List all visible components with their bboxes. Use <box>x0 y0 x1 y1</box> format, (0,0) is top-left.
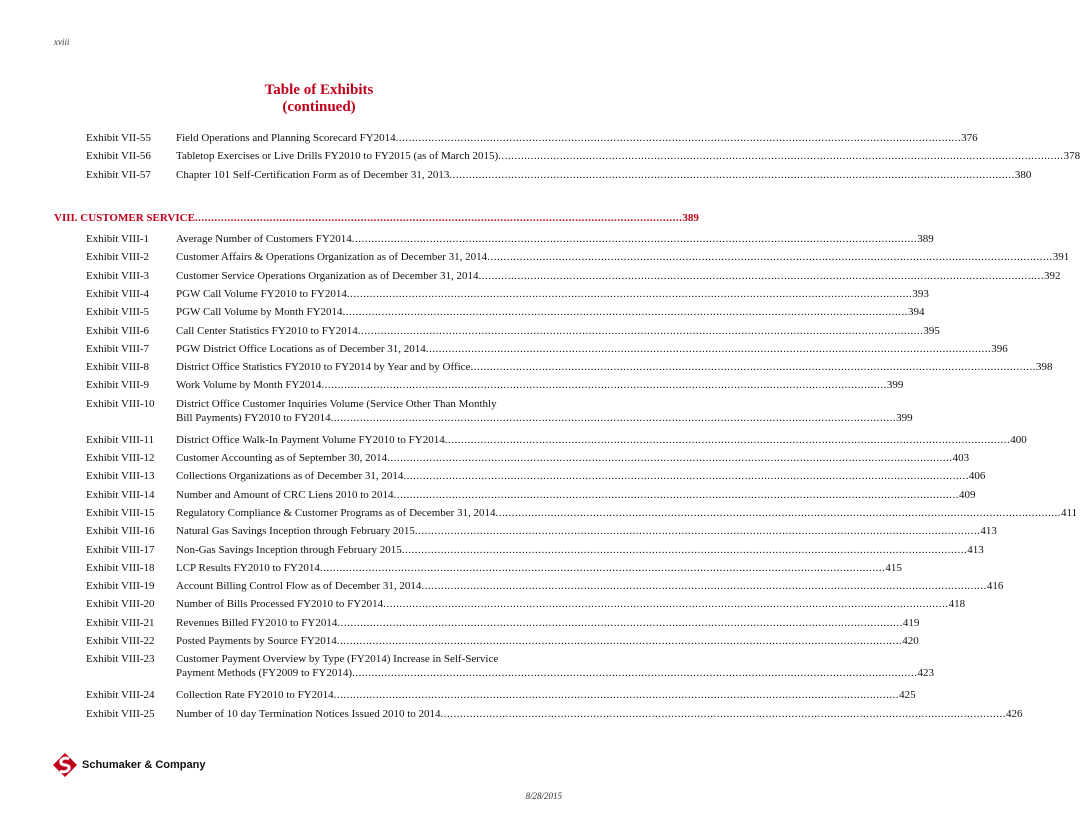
exhibit-page: 399 <box>896 411 913 424</box>
exhibit-number: Exhibit VIII-24 <box>86 689 155 702</box>
exhibit-page: 413 <box>980 525 997 538</box>
page-label: xviii <box>54 37 70 47</box>
page-subtitle: (continued) <box>282 99 356 115</box>
exhibit-title <box>176 469 986 483</box>
exhibit-title-text: Tabletop Exercises or Live Drills FY2010 to FY2015 (as of March 2015) <box>176 150 499 163</box>
leader-dots: ...................................................................................................................................................... <box>194 212 683 224</box>
exhibit-number: Exhibit VIII-15 <box>86 506 155 519</box>
exhibit-title <box>176 131 978 145</box>
leader-dots: .............................................................................................................................................................................. <box>449 168 1015 181</box>
leader-dots: .............................................................................................................................................................................. <box>352 667 918 680</box>
exhibit-title-text: Work Volume by Month FY2014 <box>176 379 322 392</box>
exhibit-title <box>176 433 1027 447</box>
exhibit-title-text: District Office Walk-In Payment Volume FY2010 to FY2014 <box>176 433 445 446</box>
exhibit-title-text: Chapter 101 Self-Certification Form as of December 31, 2013 <box>176 168 450 181</box>
exhibit-page: 425 <box>899 689 916 702</box>
leader-dots: .............................................................................................................................................................................. <box>444 433 1011 446</box>
exhibit-title-text: Customer Service Operations Organization as of December 31, 2014 <box>176 269 479 282</box>
document-date: 8/28/2015 <box>525 791 562 801</box>
exhibit-title <box>176 287 929 301</box>
exhibit-title <box>176 488 976 502</box>
exhibit-title-text: LCP Results FY2010 to FY2014 <box>176 561 320 574</box>
exhibit-title <box>176 360 1053 374</box>
exhibit-title-text: Non-Gas Savings Inception through February 2015 <box>176 543 402 556</box>
exhibit-number: Exhibit VIII-9 <box>86 379 150 392</box>
exhibit-title-text: Number of 10 day Termination Notices Issued 2010 to 2014 <box>176 707 441 720</box>
exhibit-title <box>176 411 913 425</box>
exhibit-title <box>176 305 925 319</box>
exhibit-title-line: District Office Customer Inquiries Volume (Service Other Than Monthly <box>176 397 497 410</box>
exhibit-number: Exhibit VIII-23 <box>86 653 155 666</box>
exhibit-title-line: Customer Payment Overview by Type (FY2014) Increase in Self-Service <box>176 653 499 666</box>
exhibit-page: 409 <box>959 488 976 501</box>
exhibit-title-text: Number and Amount of CRC Liens 2010 to 2014 <box>176 488 394 501</box>
leader-dots: .............................................................................................................................................................................. <box>495 506 1062 519</box>
exhibit-title-text: PGW District Office Locations as of December 31, 2014 <box>176 342 426 355</box>
exhibit-number: Exhibit VII-55 <box>86 132 151 144</box>
section-heading[interactable] <box>54 212 699 224</box>
exhibit-title <box>176 616 920 630</box>
exhibit-title-text: Revenues Billed FY2010 to FY2014 <box>176 616 338 629</box>
exhibit-title <box>176 634 919 648</box>
leader-dots: .............................................................................................................................................................................. <box>321 379 887 392</box>
leader-dots: .............................................................................................................................................................................. <box>395 132 962 144</box>
exhibit-number: Exhibit VIII-13 <box>86 470 155 483</box>
exhibit-number: Exhibit VII-57 <box>86 168 151 181</box>
exhibit-title-text: Call Center Statistics FY2010 to FY2014 <box>176 324 358 337</box>
exhibit-number: Exhibit VIII-5 <box>86 306 150 319</box>
exhibit-title-text: Posted Payments by Source FY2014 <box>176 635 337 647</box>
exhibit-title <box>176 451 970 465</box>
exhibit-number: Exhibit VIII-10 <box>86 397 155 410</box>
exhibit-page: 400 <box>1010 433 1027 446</box>
schumaker-logo-icon <box>52 752 78 778</box>
page-title: Table of Exhibits <box>264 82 374 98</box>
leader-dots: .............................................................................................................................................................................. <box>357 324 924 337</box>
section-title: VIII. CUSTOMER SERVICE <box>54 212 195 224</box>
exhibit-title <box>176 688 916 702</box>
exhibit-page: 393 <box>912 287 929 300</box>
exhibit-number: Exhibit VIII-16 <box>86 525 155 538</box>
exhibit-title-text: District Office Statistics FY2010 to FY2014 by Year and by Office <box>176 361 471 374</box>
exhibit-page: 396 <box>991 342 1008 355</box>
exhibit-page: 413 <box>967 543 984 556</box>
leader-dots: .............................................................................................................................................................................. <box>470 361 1036 374</box>
exhibit-page: 406 <box>968 470 986 483</box>
exhibit-number: Exhibit VIII-1 <box>86 233 150 245</box>
exhibit-page: 416 <box>986 580 1004 593</box>
exhibit-page: 378 <box>1063 150 1080 163</box>
exhibit-title-text: Collection Rate FY2010 to FY2014 <box>176 689 334 702</box>
leader-dots: .............................................................................................................................................................................. <box>330 411 897 424</box>
exhibit-number: Exhibit VIII-12 <box>86 452 155 464</box>
exhibit-page: 426 <box>1006 707 1023 720</box>
exhibit-title <box>176 378 904 392</box>
exhibit-page: 418 <box>948 598 966 611</box>
exhibit-number: Exhibit VIII-11 <box>86 433 155 446</box>
exhibit-title-text: PGW Call Volume FY2010 to FY2014 <box>176 287 347 300</box>
exhibit-number: Exhibit VIII-25 <box>86 707 155 720</box>
exhibit-number: Exhibit VIII-6 <box>86 324 150 337</box>
exhibit-page: 423 <box>917 667 934 680</box>
exhibit-number: Exhibit VIII-4 <box>86 287 150 300</box>
company-name: Schumaker & Company <box>82 759 206 771</box>
leader-dots: .............................................................................................................................................................................. <box>351 233 918 245</box>
exhibit-title-text: Account Billing Control Flow as of December 31, 2014 <box>176 580 422 593</box>
leader-dots: .............................................................................................................................................................................. <box>498 150 1064 163</box>
exhibit-title <box>176 232 934 246</box>
leader-dots: .............................................................................................................................................................................. <box>333 689 900 702</box>
exhibit-number: Exhibit VIII-3 <box>86 269 150 282</box>
exhibit-number: Exhibit VIII-18 <box>86 561 155 574</box>
exhibit-page: 389 <box>917 233 934 245</box>
exhibit-title <box>176 506 1078 520</box>
exhibit-title <box>176 524 997 538</box>
exhibit-number: Exhibit VII-56 <box>86 150 151 163</box>
exhibit-title <box>176 543 984 557</box>
exhibit-title <box>176 149 1080 163</box>
exhibit-title-text: Customer Affairs & Operations Organization as of December 31, 2014 <box>176 251 488 264</box>
exhibit-page: 394 <box>908 306 925 319</box>
company-logo <box>52 752 205 778</box>
exhibit-title <box>176 324 940 338</box>
exhibit-number: Exhibit VIII-19 <box>86 580 155 593</box>
exhibit-title-text: Collections Organizations as of December 31, 2014 <box>176 470 404 483</box>
leader-dots: .............................................................................................................................................................................. <box>421 580 987 593</box>
exhibit-page: 380 <box>1014 168 1032 181</box>
leader-dots: .............................................................................................................................................................................. <box>487 251 1053 264</box>
exhibit-title <box>176 250 1070 264</box>
exhibit-title <box>176 168 1032 182</box>
section-page: 389 <box>682 212 699 224</box>
exhibit-title-text: Number of Bills Processed FY2010 to FY2014 <box>176 598 384 611</box>
leader-dots: .............................................................................................................................................................................. <box>319 561 886 574</box>
exhibit-title <box>176 597 966 611</box>
leader-dots: .............................................................................................................................................................................. <box>337 616 903 629</box>
exhibit-title <box>176 269 1061 283</box>
exhibit-number: Exhibit VIII-14 <box>86 488 155 501</box>
exhibit-title-text: Bill Payments) FY2010 to FY2014 <box>176 411 331 424</box>
exhibit-page: 392 <box>1044 269 1061 282</box>
exhibit-page: 376 <box>961 132 978 144</box>
exhibit-title <box>176 579 1004 593</box>
leader-dots: .............................................................................................................................................................................. <box>401 543 968 556</box>
leader-dots: .............................................................................................................................................................................. <box>403 470 969 483</box>
exhibit-number: Exhibit VIII-7 <box>86 342 150 355</box>
exhibit-number: Exhibit VIII-17 <box>86 543 155 556</box>
leader-dots: .............................................................................................................................................................................. <box>387 452 953 464</box>
exhibit-title-text: Customer Accounting as of September 30, 2014 <box>176 452 388 464</box>
exhibit-page: 403 <box>952 452 970 464</box>
exhibit-page: 399 <box>886 379 904 392</box>
exhibit-title-text: Field Operations and Planning Scorecard FY2014 <box>176 132 396 144</box>
exhibit-title <box>176 342 1008 356</box>
exhibit-number: Exhibit VIII-20 <box>86 598 155 611</box>
exhibit-page: 415 <box>885 561 902 574</box>
leader-dots: .............................................................................................................................................................................. <box>440 707 1007 720</box>
leader-dots: .............................................................................................................................................................................. <box>383 598 949 611</box>
exhibit-page: 398 <box>1035 361 1053 374</box>
leader-dots: .............................................................................................................................................................................. <box>346 287 913 300</box>
exhibit-number: Exhibit VIII-22 <box>86 635 155 647</box>
exhibit-title-text: Regulatory Compliance & Customer Programs as of December 31, 2014 <box>176 506 496 519</box>
exhibit-number: Exhibit VIII-8 <box>86 361 150 374</box>
leader-dots: .............................................................................................................................................................................. <box>478 269 1045 282</box>
leader-dots: .............................................................................................................................................................................. <box>342 306 909 319</box>
exhibit-number: Exhibit VIII-21 <box>86 616 155 629</box>
leader-dots: .............................................................................................................................................................................. <box>425 342 992 355</box>
exhibit-title-text: Natural Gas Savings Inception through February 2015 <box>176 525 415 538</box>
exhibit-title-text: Payment Methods (FY2009 to FY2014) <box>176 667 352 680</box>
leader-dots: .............................................................................................................................................................................. <box>336 635 903 647</box>
exhibit-page: 411 <box>1061 506 1078 519</box>
leader-dots: .............................................................................................................................................................................. <box>393 488 960 501</box>
exhibit-page: 391 <box>1052 251 1070 264</box>
exhibit-title-text: Average Number of Customers FY2014 <box>176 233 352 245</box>
exhibit-page: 395 <box>923 324 940 337</box>
exhibit-title <box>176 666 934 680</box>
exhibit-title <box>176 561 902 575</box>
exhibit-title-text: PGW Call Volume by Month FY2014 <box>176 306 343 319</box>
exhibit-page: 420 <box>902 635 919 647</box>
exhibit-number: Exhibit VIII-2 <box>86 251 150 264</box>
exhibit-title <box>176 707 1023 721</box>
exhibit-page: 419 <box>902 616 920 629</box>
leader-dots: .............................................................................................................................................................................. <box>414 525 981 538</box>
